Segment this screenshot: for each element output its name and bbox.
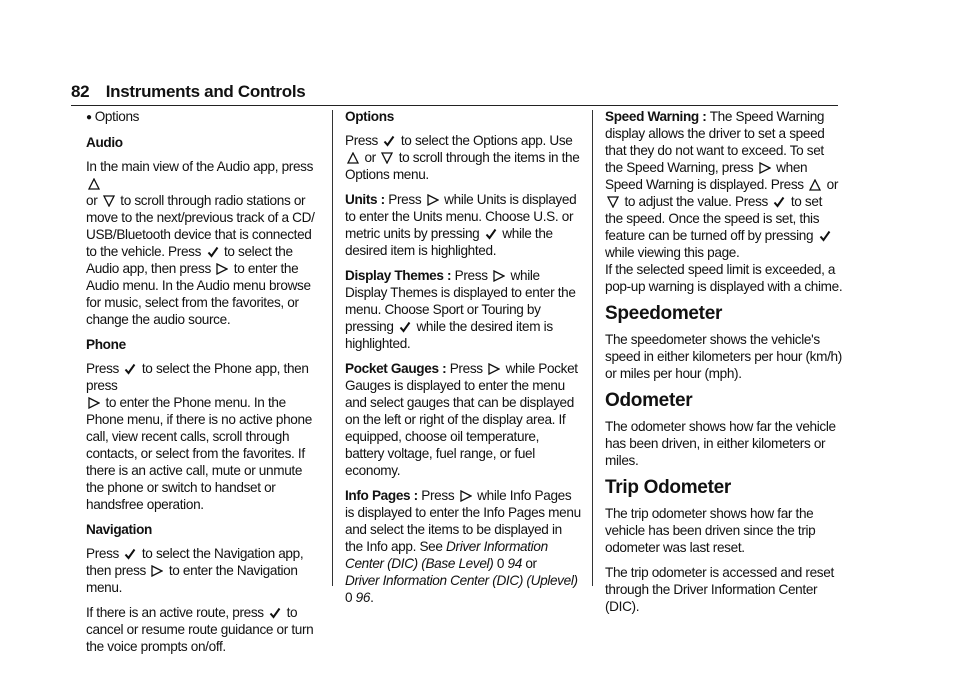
speedometer-heading: Speedometer xyxy=(605,303,723,324)
section-heading-navigation: Navigation xyxy=(86,522,152,537)
trip-odometer-paragraph-1: The trip odometer shows how far the vehicle has been driven since the trip odometer was last reset. xyxy=(605,506,816,555)
column-divider xyxy=(592,110,593,586)
navigation-paragraph: Press to select the Navigation app, then press to enter the Navigation menu. xyxy=(86,546,304,595)
right-arrow-icon xyxy=(488,363,500,375)
info-pages-paragraph: Info Pages : Press while Info Pages is displayed to enter the Info Pages menu and select the items to be displayed in the Info app. See Driver Information Center (DIC) (Base Level) 0 94 or Driver Information Center (DIC) (Uplevel) 0 96. xyxy=(345,488,581,605)
page-number: 82 xyxy=(71,82,90,101)
right-arrow-icon xyxy=(759,162,771,174)
page-header xyxy=(71,82,838,106)
check-icon xyxy=(124,548,136,560)
right-arrow-icon xyxy=(216,263,228,275)
audio-paragraph: In the main view of the Audio app, press or to scroll through radio stations or move to the next/previous track of a CD/ USB/Bluetooth device that is connected to the vehicle. Press to select the Audio app, then press to enter the Audio menu. In the Audio menu browse for music, select from the favorites, or change the audio source. xyxy=(86,159,315,327)
odometer-paragraph: The odometer shows how far the vehicle has been driven, in either kilometers or miles. xyxy=(605,419,836,468)
up-arrow-icon xyxy=(88,178,100,190)
speedometer-paragraph: The speedometer shows the vehicle's speed in either kilometers per hour (km/h) or miles per hour (mph). xyxy=(605,332,842,381)
odometer-heading: Odometer xyxy=(605,390,693,411)
right-arrow-icon xyxy=(460,490,472,502)
up-arrow-icon xyxy=(809,179,821,191)
units-paragraph: Units : Press while Units is displayed to enter the Units menu. Choose U.S. or metric units by pressing while the desired item is highlighted. xyxy=(345,192,577,258)
dic-base-page-link[interactable]: 94 xyxy=(507,556,522,571)
check-icon xyxy=(773,196,785,208)
section-heading-audio: Audio xyxy=(86,135,123,150)
check-icon xyxy=(399,321,411,333)
column-3 xyxy=(605,108,843,623)
dic-base-link[interactable]: Driver Information Center (DIC) (Base Level) xyxy=(345,539,548,571)
trip-odometer-paragraph-2: The trip odometer is accessed and reset through the Driver Information Center (DIC). xyxy=(605,565,834,614)
page-ref-arrow: 0 xyxy=(345,590,353,605)
right-arrow-icon xyxy=(427,194,439,206)
options-paragraph: Press to select the Options app. Use or to scroll through the items in the Options menu. xyxy=(345,133,580,182)
right-arrow-icon xyxy=(493,270,505,282)
down-arrow-icon xyxy=(607,196,619,208)
column-1 xyxy=(86,108,322,663)
section-heading-options: Options xyxy=(345,109,394,124)
up-arrow-icon xyxy=(347,152,359,164)
column-divider xyxy=(332,110,333,586)
units-term: Units : xyxy=(345,192,385,207)
page-title: Instruments and Controls xyxy=(105,82,306,101)
right-arrow-icon xyxy=(88,397,100,409)
info-pages-term: Info Pages : xyxy=(345,488,418,503)
speed-warning-paragraph: Speed Warning : The Speed Warning display allows the driver to set a speed that they do not want to exceed. To set the Speed Warning, press when Speed Warning is displayed. Press or to adjust the value. Press to set the speed. Once the speed is set, this feature can be turned off by pressing while viewing this page. xyxy=(605,109,839,260)
bullet-icon: ● xyxy=(86,112,92,123)
section-heading-phone: Phone xyxy=(86,337,126,352)
page-ref-arrow: 0 xyxy=(496,556,505,571)
check-icon xyxy=(124,363,136,375)
pocket-gauges-term: Pocket Gauges : xyxy=(345,361,447,376)
pocket-gauges-paragraph: Pocket Gauges : Press while Pocket Gauges is displayed to enter the menu and select gauges that can be displayed on the left or right of the display area. If equipped, choose oil temperature, battery voltage, fuel range, or fuel economy. xyxy=(345,361,578,478)
trip-odometer-heading: Trip Odometer xyxy=(605,477,731,498)
check-icon xyxy=(485,228,497,240)
down-arrow-icon xyxy=(103,195,115,207)
check-icon xyxy=(207,246,219,258)
speed-limit-paragraph: If the selected speed limit is exceeded, a pop-up warning is displayed with a chime. xyxy=(605,262,843,294)
display-themes-term: Display Themes : xyxy=(345,268,452,283)
column-2 xyxy=(345,108,581,614)
check-icon xyxy=(383,135,395,147)
down-arrow-icon xyxy=(381,152,393,164)
phone-paragraph: Press to select the Phone app, then press to enter the Phone menu. In the Phone menu, if there is no active phone call, view recent calls, scroll through contacts, or select from the favorites. If there is an active call, mute or unmute the phone or switch to handset or handsfree operation. xyxy=(86,361,312,512)
navigation-route-paragraph: If there is an active route, press to cancel or resume route guidance or turn the voice prompts on/off. xyxy=(86,605,314,654)
check-icon xyxy=(269,607,281,619)
dic-uplevel-page-link[interactable]: 96 xyxy=(355,590,371,605)
right-arrow-icon xyxy=(151,565,163,577)
dic-uplevel-link[interactable]: Driver Information Center (DIC) (Uplevel) xyxy=(345,573,578,588)
display-themes-paragraph: Display Themes : Press while Display Themes is displayed to enter the menu. Choose Sport or Touring by pressing while the desired item is highlighted. xyxy=(345,268,576,351)
list-item: ● Options xyxy=(86,109,140,124)
check-icon xyxy=(819,230,831,242)
speed-warning-term: Speed Warning : xyxy=(605,109,707,124)
